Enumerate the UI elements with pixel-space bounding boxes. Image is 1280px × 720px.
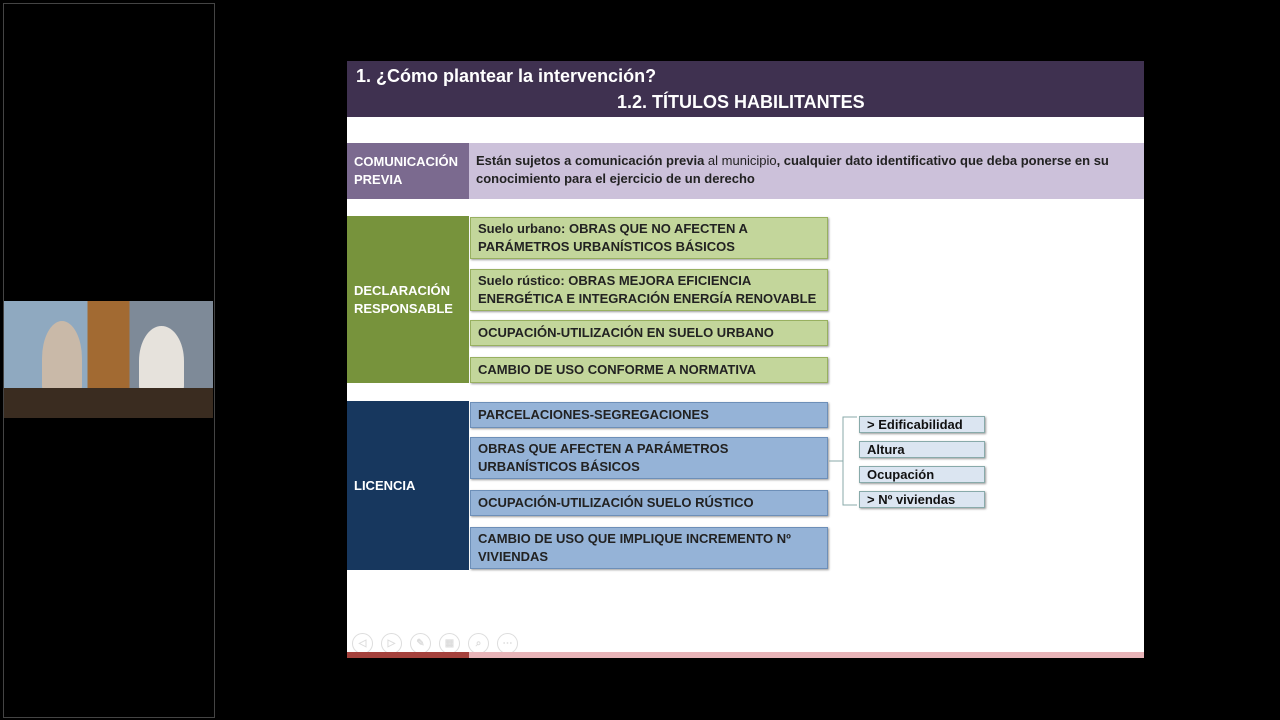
- parametro-item: Ocupación: [859, 466, 985, 483]
- pen-icon[interactable]: ✎: [410, 633, 431, 654]
- parametro-item: > Nº viviendas: [859, 491, 985, 508]
- slide-header: [347, 61, 1144, 117]
- zoom-icon[interactable]: ⌕: [468, 633, 489, 654]
- declaracion-label: DECLARACIÓN RESPONSABLE: [347, 216, 469, 383]
- text-normal: al municipio: [704, 153, 777, 168]
- speaker-2: [139, 326, 184, 396]
- speaker-video: [4, 301, 213, 418]
- text-bold-2: , cualquier dato identificativo que deba ponerse en su conocimiento para el ejercicio de un derecho: [476, 153, 1109, 186]
- text-bold: Están sujetos a comunicación previa: [476, 153, 705, 168]
- slides-icon[interactable]: ▦: [439, 633, 460, 654]
- parametro-item: > Edificabilidad: [859, 416, 985, 433]
- declaracion-item: CAMBIO DE USO CONFORME A NORMATIVA: [470, 357, 828, 383]
- next-icon[interactable]: ▷: [381, 633, 402, 654]
- declaracion-item: Suelo rústico: OBRAS MEJORA EFICIENCIA ENERGÉTICA E INTEGRACIÓN ENERGÍA RENOVABLE: [470, 269, 828, 311]
- more-icon[interactable]: ⋯: [497, 633, 518, 654]
- desk: [4, 388, 213, 418]
- slide-footer-bar: [347, 652, 1144, 658]
- comunicacion-label: COMUNICACIÓN PREVIA: [347, 143, 469, 199]
- brace-connector: [829, 416, 859, 506]
- previous-icon[interactable]: ◁: [352, 633, 373, 654]
- licencia-item: OCUPACIÓN-UTILIZACIÓN SUELO RÚSTICO: [470, 490, 828, 516]
- licencia-item: OBRAS QUE AFECTEN A PARÁMETROS URBANÍSTICOS BÁSICOS: [470, 437, 828, 479]
- licencia-label: LICENCIA: [347, 401, 469, 570]
- slide-subtitle: 1.2. TÍTULOS HABILITANTES: [617, 92, 865, 112]
- licencia-item: PARCELACIONES-SEGREGACIONES: [470, 402, 828, 428]
- declaracion-item: Suelo urbano: OBRAS QUE NO AFECTEN A PARÁMETROS URBANÍSTICOS BÁSICOS: [470, 217, 828, 259]
- parametro-item: Altura: [859, 441, 985, 458]
- slide-title: 1. ¿Cómo plantear la intervención?: [356, 66, 657, 86]
- presentation-slide: [347, 61, 1144, 658]
- declaracion-item: OCUPACIÓN-UTILIZACIÓN EN SUELO URBANO: [470, 320, 828, 346]
- slideshow-controls: [352, 633, 518, 654]
- licencia-item: CAMBIO DE USO QUE IMPLIQUE INCREMENTO Nº VIVIENDAS: [470, 527, 828, 569]
- comunicacion-text: [469, 143, 1144, 199]
- speaker-1: [42, 321, 82, 396]
